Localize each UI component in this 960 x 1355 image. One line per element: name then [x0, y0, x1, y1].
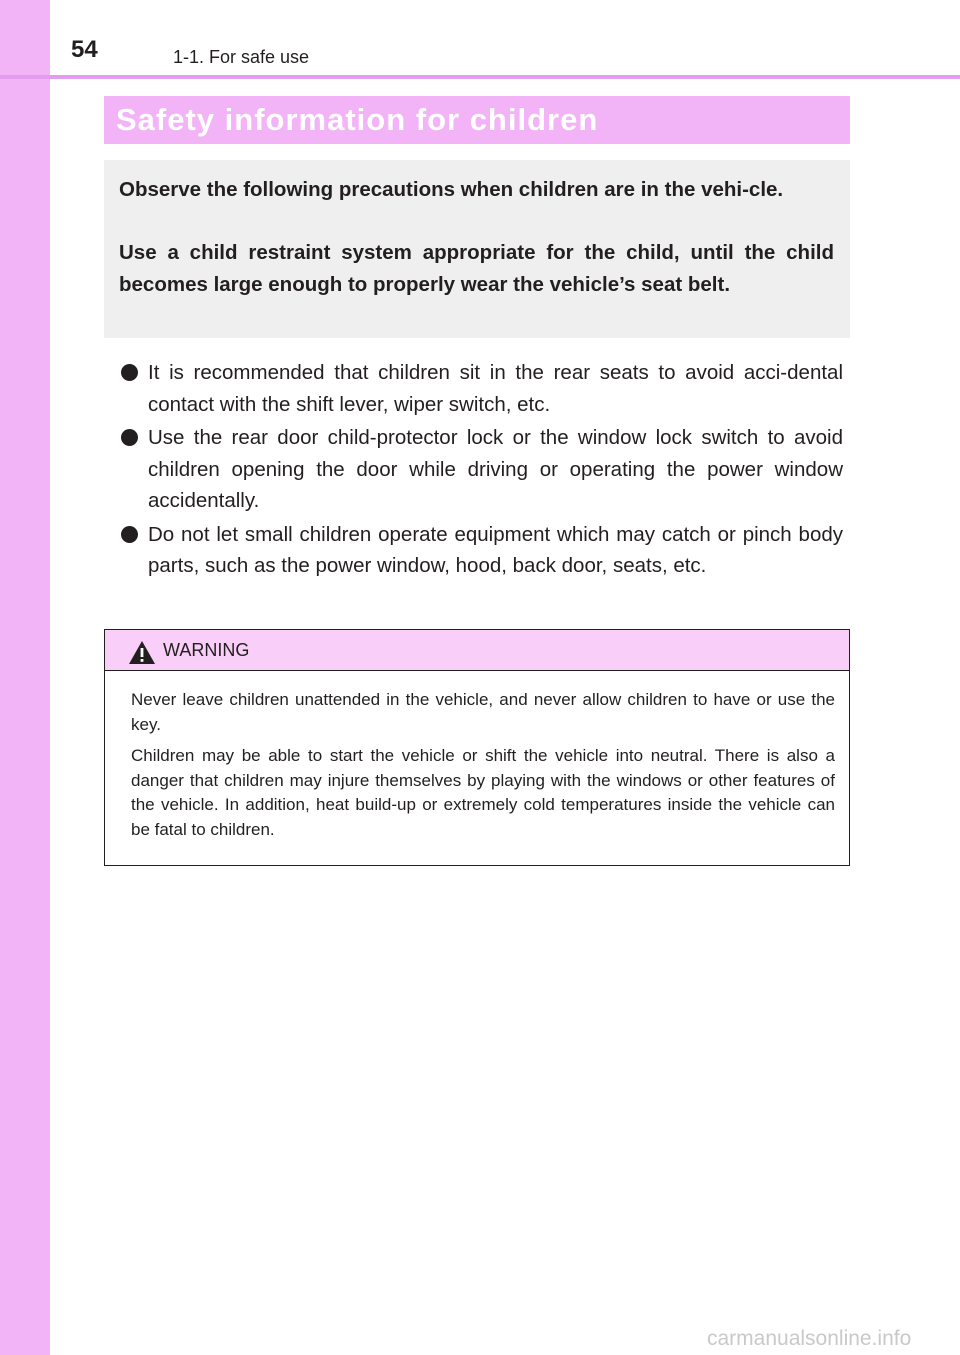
- title-bar: [104, 96, 850, 144]
- intro-box: [104, 160, 850, 338]
- bullet-text: Do not let small children operate equipment which may catch or pinch body parts, such as the power window, hood, back door, seats, etc.: [148, 522, 843, 577]
- warning-paragraph-1: Never leave children unattended in the vehicle, and never allow children to have or use the key.: [131, 690, 835, 734]
- header-side-band: [0, 0, 50, 77]
- section-label: 1-1. For safe use: [173, 47, 310, 67]
- bullet-text: It is recommended that children sit in the rear seats to avoid acci-dental contact with the shift lever, wiper switch, etc.: [148, 361, 843, 416]
- watermark: carmanualsonline.info: [707, 1327, 912, 1350]
- warning-header: [105, 630, 849, 671]
- bullet-item: [121, 519, 843, 582]
- bullet-list: [121, 357, 843, 584]
- warning-paragraph-2: Children may be able to start the vehicle or shift the vehicle into neutral. There is also a danger that children may injure themselves by playing with the windows or other features of the vehicle. In addition, heat build-up or extremely cold temperatures inside the vehicle can be fatal to children.: [131, 746, 835, 839]
- header-band: [0, 0, 960, 77]
- intro-paragraph-1: Observe the following precautions when children are in the vehi-cle.: [119, 178, 784, 201]
- bullet-icon: [121, 429, 138, 446]
- side-color-band: [0, 0, 50, 1355]
- intro-paragraph-2: Use a child restraint system appropriate for the child, until the child becomes large enough to properly wear the vehicle’s seat belt.: [119, 241, 834, 296]
- page-number: 54: [71, 36, 98, 63]
- page-title: Safety information for children: [116, 102, 599, 137]
- warning-box: [104, 629, 850, 866]
- bullet-text: Use the rear door child-protector lock or the window lock switch to avoid children opening the door while driving or operating the power window accidentally.: [148, 426, 843, 512]
- bullet-icon: [121, 526, 138, 543]
- bullet-item: [121, 357, 843, 420]
- header-rule: [0, 75, 960, 79]
- warning-label: WARNING: [163, 640, 250, 660]
- bullet-item: [121, 422, 843, 517]
- bullet-icon: [121, 364, 138, 381]
- warning-triangle-icon: [128, 640, 156, 665]
